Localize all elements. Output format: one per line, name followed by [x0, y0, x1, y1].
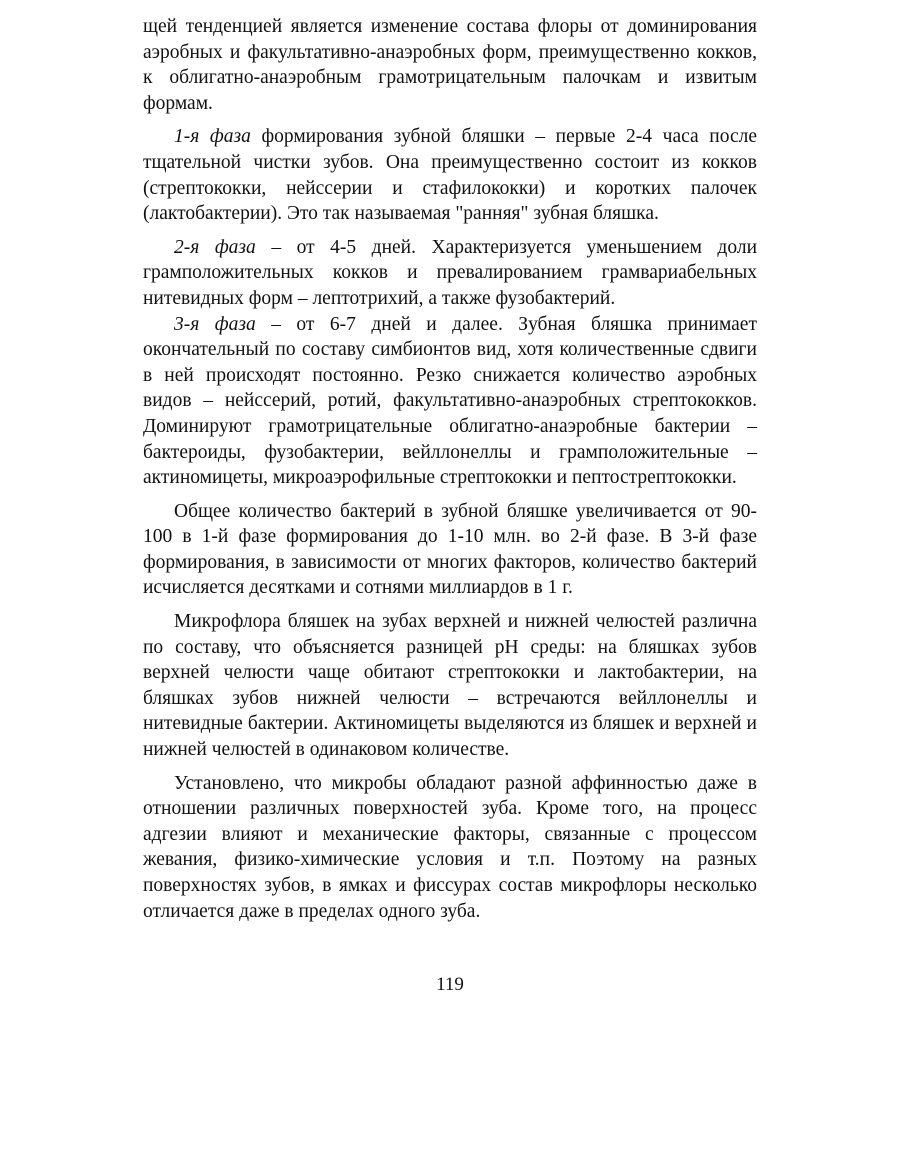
- paragraph-text: Микрофлора бляшек на зубах верхней и нижней челюстей различна по составу, что объясняется разницей pH среды: на бляшках зубов верхней челюсти чаще обитают стрептококки и лактобактерии, на бляшках зубов нижней челюсти – встречаются вейллонеллы и нитевидные бактерии. Актиномицеты выделяются из бляшек и верхней и нижней челюстей в одинаковом количестве.: [143, 611, 757, 761]
- paragraph-text: формирования зубной бляшки – первые 2-4 часа после тщательной чистки зубов. Она преимущественно состоит из кокков (стрептококки, нейссерии и стафилококки) и коротких палочек (лактобактерии). Это так называемая "ранняя" зубная бляшка.: [143, 126, 757, 225]
- body-text: [143, 14, 757, 924]
- page-number: 119: [436, 974, 464, 995]
- phase-1-label: 1-я фаза: [174, 126, 251, 148]
- paragraph-microflora: [143, 609, 757, 763]
- paragraph-text: Установлено, что микробы обладают разной аффинностью даже в отношении различных поверхностей зуба. Кроме того, на процесс адгезии влияют и механические факторы, связанные с процессом жевания, физико-химические условия и т.п. Поэтому на разных поверхностях зубов, в ямках и фиссурах состав микрофлоры несколько отличается даже в пределах одного зуба.: [143, 772, 757, 922]
- paragraph-phase-1: [143, 124, 757, 226]
- paragraph-bacteria-count: [143, 499, 757, 601]
- phase-2-label: 2-я фаза: [174, 236, 256, 258]
- paragraph-phase-3: [143, 312, 757, 491]
- paragraph-text: щей тенденцией является изменение состава флоры от доминирования аэробных и факультативно-анаэробных форм, преимущественно кокков, к облигатно-анаэробным грамотрицательным палочкам и извитым формам.: [143, 16, 757, 114]
- paragraph-text: – от 6-7 дней и далее. Зубная бляшка принимает окончательный по составу симбионтов вид, хотя количественные сдвиги в ней происходят постоянно. Резко снижается количество аэробных видов – нейссерий, ротий, факультативно-анаэробных стрептококков. Доминируют грамотрицательные облигатно-анаэробные бактерии – бактероиды, фузобактерии, вейллонеллы и грамположительные – актиномицеты, микроаэрофильные стрептококки и пептострептококки.: [143, 313, 757, 489]
- paragraph-affinity: [143, 771, 757, 925]
- paragraph-phase-2: [143, 235, 757, 312]
- phase-3-label: 3-я фаза: [174, 313, 256, 335]
- paragraph-text: Общее количество бактерий в зубной бляшке увеличивается от 90-100 в 1-й фазе формирования до 1-10 млн. во 2-й фазе. В 3-й фазе формирования, в зависимости от многих факторов, количество бактерий исчисляется десятками и сотнями миллиардов в 1 г.: [143, 500, 757, 599]
- paragraph-text: – от 4-5 дней. Характеризуется уменьшением доли грамположительных кокков и превалированием грамвариабельных нитевидных форм – лептотрихий, а также фузобактерий.: [143, 236, 758, 309]
- paragraph-continuation: [143, 14, 757, 116]
